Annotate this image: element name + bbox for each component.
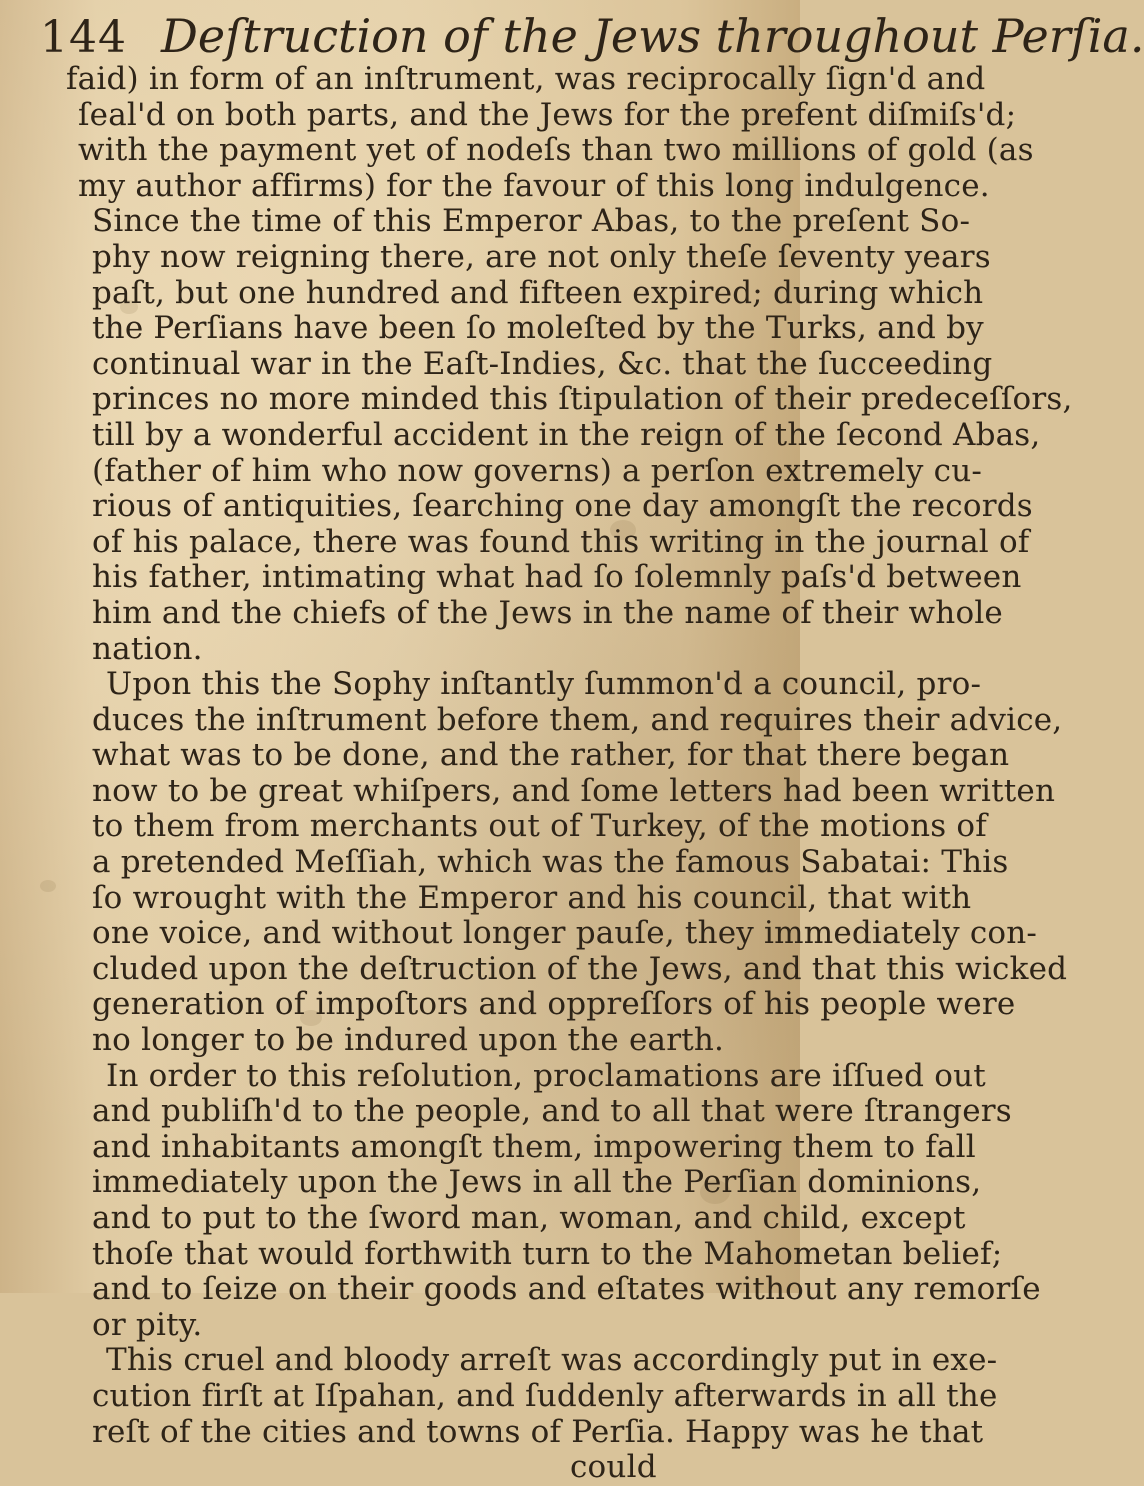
text-line: ſo wrought with the Emperor and his council, that with (92, 879, 972, 916)
text-line: my author affirms) for the favour of this long indulgence. (78, 167, 990, 204)
text-line: paſt, but one hundred and fifteen expired; during which (92, 274, 984, 311)
text-line: Upon this the Sophy inſtantly ſummon'd a council, pro- (106, 666, 982, 703)
text-line: and to put to the ſword man, woman, and child, except (92, 1200, 966, 1236)
text-line: generation of impoſtors and oppreſſors of his people were (92, 986, 1016, 1023)
text-line: faid) in form of an inſtrument, was reciprocally ſign'd and (66, 61, 986, 97)
text-line: reſt of the cities and towns of Perſia. Happy was he that (92, 1413, 984, 1450)
text-line: no longer to be indured upon the earth. (92, 1022, 725, 1059)
text-line: his father, intimating what had ſo ſolemnly paſs'd between (92, 559, 1022, 596)
text-line: the Perſians have been ſo moleſted by the Turks, and by (92, 310, 984, 347)
text-line: rious of antiquities, ſearching one day amongſt the records (92, 488, 1033, 525)
text-line: ſeal'd on both parts, and the Jews for the prefent diſmiſs'd; (78, 96, 1017, 133)
running-head: Deſtruction of the Jews throughout Perſia. (160, 9, 1144, 63)
body-text (30, 61, 1073, 1486)
text-line: Since the time of this Emperor Abas, to the preſent So- (92, 203, 971, 240)
text-line: and to ſeize on their goods and eſtates without any remorſe (92, 1271, 1041, 1308)
text-line: now to be great whiſpers, and ſome letters had been written (92, 772, 1056, 809)
text-line: with the payment yet of nodeſs than two millions of gold (as (78, 132, 1034, 169)
text-line: thoſe that would forthwith turn to the Mahometan belief; (92, 1235, 1003, 1272)
text-line: till by a wonderful accident in the reign of the ſecond Abas, (92, 416, 1041, 453)
text-line: cluded upon the deſtruction of the Jews, and that this wicked (92, 950, 1068, 987)
text-line: and inhabitants amongſt them, impowering them to fall (92, 1128, 976, 1165)
text-line: duces the inſtrument before them, and requires their advice, (92, 701, 1063, 738)
text-line: phy now reigning there, are not only theſe ſeventy years (92, 238, 991, 275)
text-line: one voice, and without longer pauſe, they immediately con- (92, 915, 1038, 952)
text-line: continual war in the Eaſt-Indies, &c. that the ſucceeding (92, 345, 993, 382)
text-line: princes no more minded this ſtipulation of their predeceſſors, (92, 381, 1073, 418)
text-line: nation. (92, 630, 203, 667)
text-line: immediately upon the Jews in all the Perſian dominions, (92, 1164, 982, 1201)
text-line: (father of him who now governs) a perſon extremely cu- (92, 452, 983, 489)
text-line: cution firſt at Iſpahan, and ſuddenly afterwards in all the (92, 1377, 998, 1414)
catchword: could (570, 1449, 657, 1486)
text-line: a pretended Meſſiah, which was the famous Sabatai: This (92, 844, 1009, 881)
text-line: or pity. (92, 1306, 203, 1343)
text-line: him and the chiefs of the Jews in the name of their whole (92, 594, 1003, 631)
text-line: what was to be done, and the rather, for that there began (92, 737, 1010, 774)
page-number: 144 (40, 12, 127, 63)
text-line: and publiſh'd to the people, and to all that were ſtrangers (92, 1093, 1012, 1130)
text-line: This cruel and bloody arreſt was accordingly put in exe- (106, 1342, 998, 1379)
page-header (40, 6, 1144, 66)
text-line: to them from merchants out of Turkey, of the motions of (92, 808, 987, 845)
text-line: In order to this reſolution, proclamations are iſſued out (106, 1057, 986, 1094)
text-line: of his palace, there was found this writing in the journal of (92, 523, 1030, 560)
